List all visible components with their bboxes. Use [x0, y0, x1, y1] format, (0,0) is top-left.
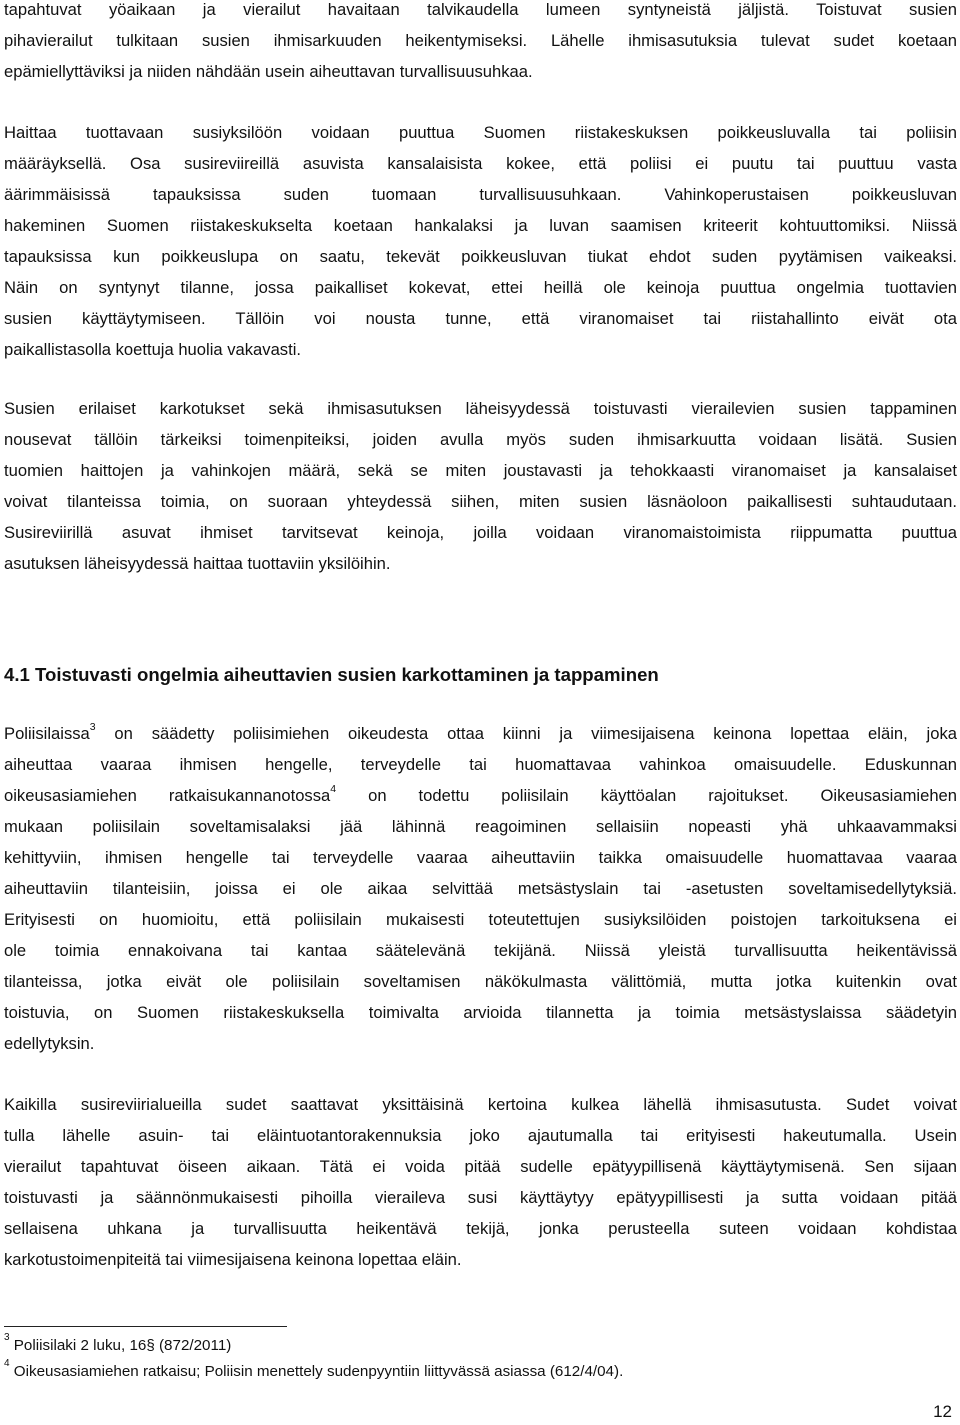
text-line: toistuvasti ja säännönmukaisesti pihoilla vieraileva susi käyttäytyy epätyypillisesti ja sutta voidaan pitää	[4, 1188, 957, 1207]
footnote-mark: 3	[4, 1331, 10, 1343]
text-line: susien käyttäytymiseen. Tällöin voi nousta tunne, että viranomaiset tai riistahallinto eivät ota	[4, 309, 957, 328]
paragraph-kaikilla	[4, 1089, 957, 1275]
text-line: mukaan poliisilain soveltamisalaksi jää lähinnä reagoiminen sellaisiin nopeasti yhä uhkaavammaksi	[4, 817, 957, 836]
text-line: edellytyksin.	[4, 1034, 95, 1053]
text-line: äärimmäisissä tapauksissa suden tuomaan turvallisuusuhkaan. Vahinkoperustaisen poikkeusluvan	[4, 185, 957, 204]
text-line: Poliisilaissa$^3$ on säädetty poliisimiehen oikeudesta ottaa kiinni ja viimesijaisena keinona lopettaa eläin, joka	[4, 721, 957, 743]
text-line: ole toimia ennakoivana tai kantaa säätelevänä tekijänä. Niissä yleistä turvallisuutta heikentävissä	[4, 941, 957, 960]
section-heading	[4, 661, 659, 689]
text-line: tilanteissa, jotka eivät ole poliisilain soveltamisen näkökulmasta välittömiä, mutta jotka kuitenkin ovat	[4, 972, 957, 991]
text-line: tulla lähelle asuin- tai eläintuotantorakennuksia joko ajautumalla tai erityisesti hakeutumalla. Usein	[4, 1126, 957, 1145]
footnote-4	[4, 1357, 624, 1383]
footnote-text: Poliisilaki 2 luku, 16§ (872/2011)	[13, 1337, 232, 1354]
text-line: voivat tilanteissa toimia, on suoraan yhteydessä siihen, miten susien läsnäoloon paikallisesti suhtaudutaan.	[4, 492, 957, 511]
section-title: Toistuvasti ongelmia aiheuttavien susien karkottaminen ja tappaminen	[35, 664, 659, 685]
footnote-mark: 4	[4, 1357, 10, 1369]
text-line: asutuksen läheisyydessä haittaa tuottaviin yksilöihin.	[4, 554, 391, 573]
text-line: tapauksissa kun poikkeuslupa on saatu, tekevät poikkeusluvan tiukat ehdot suden pyytämisen vaikeaksi.	[4, 247, 957, 266]
text-line: hakeminen Suomen riistakeskukselta koetaan hankalaksi ja luvan saamisen kriteerit kohtuuttomiksi. Niissä	[4, 216, 957, 235]
footnote-divider	[4, 1326, 287, 1327]
text-line: vierailut tapahtuvat öiseen aikaan. Tätä ei voida pitää sudelle epätyypillisenä käyttäytymisenä. Sen sijaan	[4, 1157, 957, 1176]
text-line: paikallistasolla koettuja huolia vakavasti.	[4, 340, 302, 359]
text-line: kehittyviin, ihmisen hengelle tai terveydelle vaaraa aiheuttaviin taikka omaisuudelle huomattavaa vaaraa	[4, 848, 957, 867]
paragraph-karkotukset	[4, 393, 957, 579]
paragraph-haittaa	[4, 117, 957, 365]
footnote-ref-3[interactable]: 3	[89, 721, 96, 734]
text-line: oikeusasiamiehen ratkaisukannanotossa$^4$ on todettu poliisilain käyttöalan rajoitukset. Oikeusasiamiehen	[4, 783, 958, 805]
text-line: tuomien haittojen ja vahinkojen määrä, sekä se miten joustavasti ja tehokkaasti viranomaiset ja kansalaiset	[4, 461, 957, 480]
footnote-3	[4, 1331, 232, 1357]
paragraph-intro	[4, 0, 957, 87]
footnote-ref-4[interactable]: 4	[330, 783, 337, 796]
text-line: pihavierailut tulkitaan susien ihmisarkuuden heikentymiseksi. Lähelle ihmisasutuksia tulevat sudet koetaan	[4, 31, 957, 50]
paragraph-poliisilaki	[4, 718, 957, 1059]
text-line: toistuvia, on Suomen riistakeskuksella toimivalta arvioida tilannetta ja toimia metsästyslaissa säädetyin	[4, 1003, 957, 1022]
text-line: karkotustoimenpiteitä tai viimesijaisena keinona lopettaa eläin.	[4, 1250, 462, 1269]
text-line: aiheuttaa vaaraa ihmisen hengelle, terveydelle tai huomattavaa vahinkoa omaisuudelle. Eduskunnan	[4, 755, 957, 774]
page-number: 12	[933, 1402, 952, 1421]
text-line: Kaikilla susireviirialueilla sudet saattavat yksittäisinä kertoina kulkea lähellä ihmisasutusta. Sudet voivat	[4, 1095, 957, 1114]
text-line: määräyksellä. Osa susireviireillä asuvista kansalaisista kokee, että poliisi ei puutu tai puuttuu vasta	[4, 154, 957, 173]
text-line: nousevat tällöin tärkeiksi toimenpiteiksi, joiden avulla myös suden ihmisarkuutta voidaan lisätä. Susien	[4, 430, 957, 449]
text-line: Susireviirillä asuvat ihmiset tarvitsevat keinoja, joilla voidaan viranomaistoimista riippumatta puuttua	[4, 523, 957, 542]
text-line: Erityisesti on huomioitu, että poliisilain mukaisesti toteutettujen susiyksilöiden poistojen tarkoituksena ei	[4, 910, 957, 929]
text-line: sellaisena uhkana ja turvallisuutta heikentävä tekijä, jonka perusteella suteen voidaan kohdistaa	[4, 1219, 957, 1238]
section-number: 4.1	[4, 664, 30, 685]
text-line: Haittaa tuottavaan susiyksilöön voidaan puuttua Suomen riistakeskuksen poikkeusluvalla tai poliisin	[4, 123, 957, 142]
text-line: tapahtuvat yöaikaan ja vierailut havaitaan talvikaudella lumeen syntyneistä jäljistä. Toistuvat susien	[4, 0, 957, 19]
text-line: Näin on syntynyt tilanne, jossa paikalliset kokevat, ettei heillä ole keinoja puuttua ongelmia tuottavien	[4, 278, 957, 297]
text-line: epämiellyttäviksi ja niiden nähdään usein aiheuttavan turvallisuusuhkaa.	[4, 62, 533, 81]
footnote-text: Oikeusasiamiehen ratkaisu; Poliisin menettely sudenpyyntiin liittyvässä asiassa (612/4/04).	[13, 1363, 624, 1380]
text-line: aiheuttaviin tilanteisiin, joissa ei ole aikaa selvittää metsästyslain tai -asetusten soveltamisedellytyksiä.	[4, 879, 957, 898]
text-line: Susien erilaiset karkotukset sekä ihmisasutuksen läheisyydessä toistuvasti vierailevien susien tappaminen	[4, 399, 957, 418]
